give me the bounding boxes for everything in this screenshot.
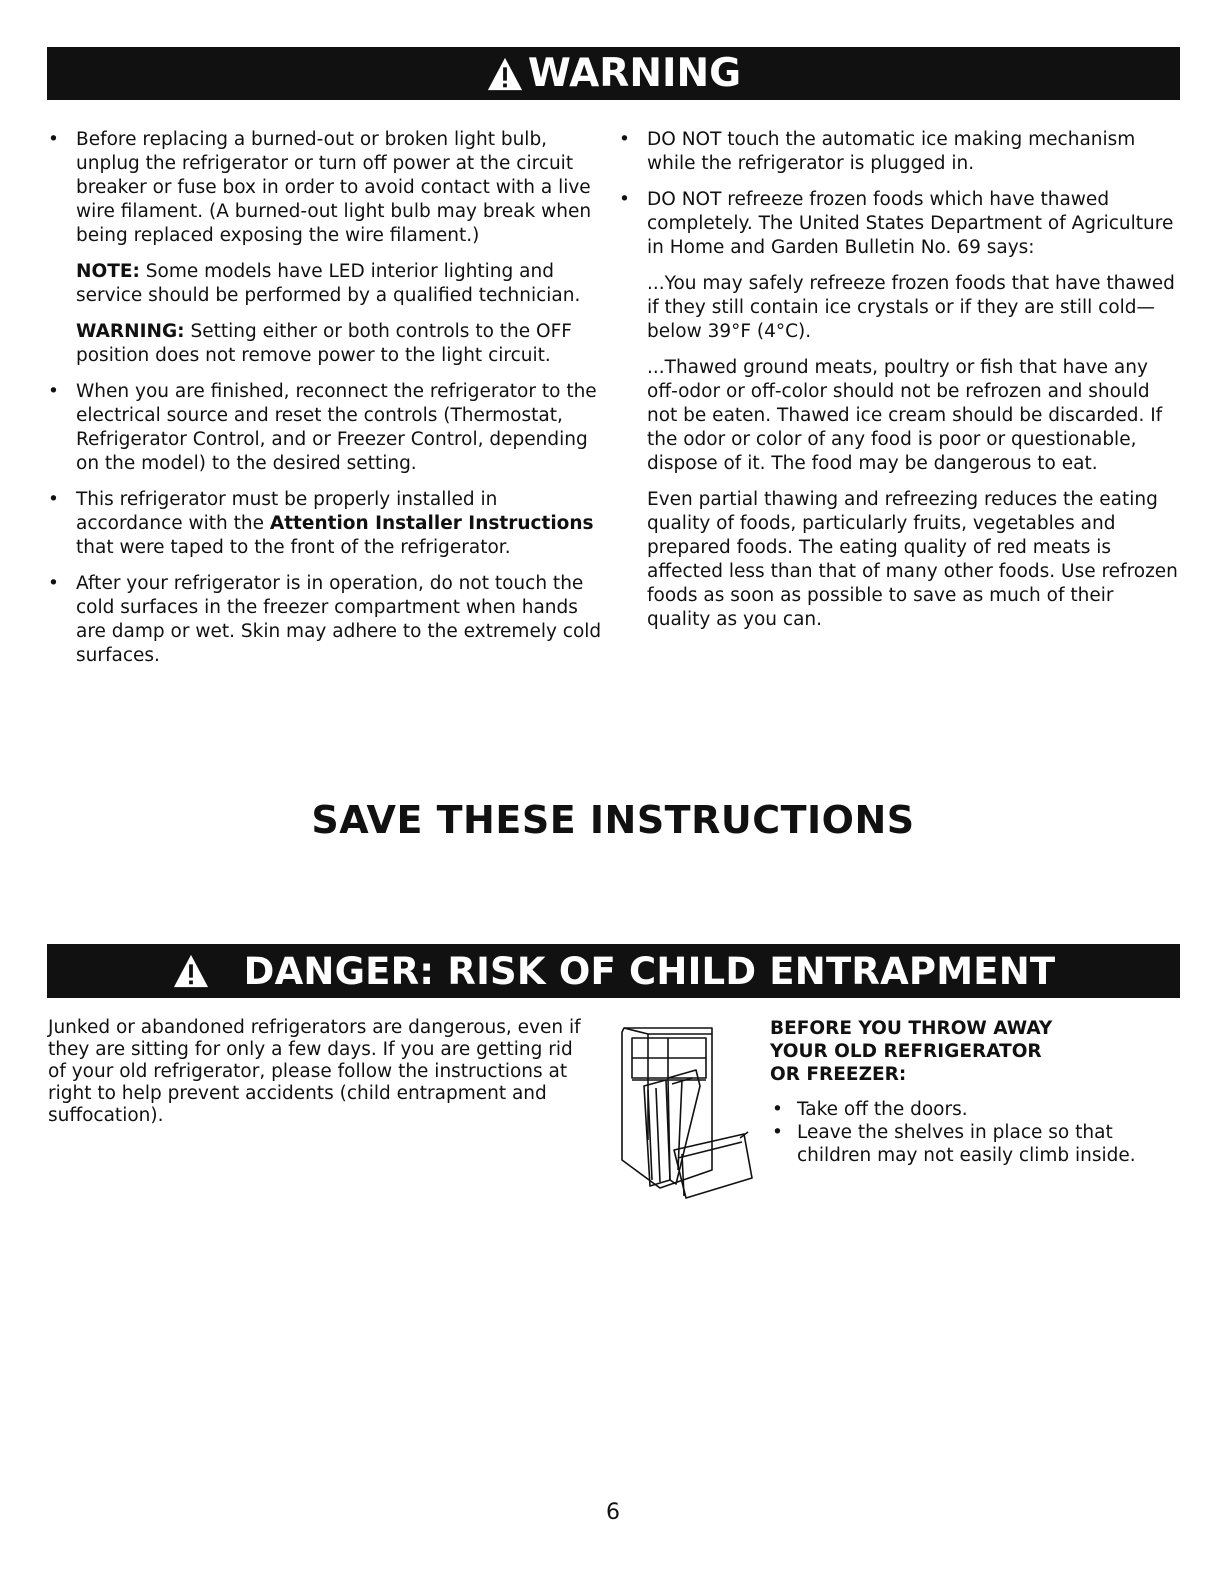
warning-right-column — [619, 128, 1179, 644]
disposal-title-line-3: OR FREEZER: — [770, 1064, 907, 1085]
note-text: Some models have LED interior lighting and service should be performed by a qualified technician. — [76, 261, 581, 306]
installation-instructions-ref: Attention Installer Instructions — [269, 513, 594, 534]
refrigerator-doors-removed-illustration — [612, 1020, 762, 1200]
disposal-bullet-doors: • Take off the doors. — [770, 1098, 1180, 1121]
note-paragraph — [48, 260, 603, 308]
warning-left-column — [48, 128, 603, 680]
usda-quote-1: ...You may safely refreeze frozen foods that have thawed if they still contain ice crystals or if they are still cold—below 39°F (4°C). — [647, 273, 1175, 342]
warning-triangle-icon — [486, 55, 524, 93]
page-number: 6 — [606, 1500, 620, 1525]
installation-text-pre: This refrigerator must be properly installed in accordance with the — [76, 489, 498, 534]
usda-quote-3: Even partial thawing and refreezing reduces the eating quality of foods, particularly fruits, vegetables and prepared foods. The eating quality of red meats is affected less than that of many other foods. Use refrozen foods as soon as possible to save as much of their quality as you can. — [647, 489, 1178, 630]
warning-title: WARNING — [527, 51, 742, 96]
warning-banner — [47, 47, 1180, 100]
save-instructions-heading: SAVE THESE INSTRUCTIONS — [311, 798, 915, 842]
disposal-bullet-shelves: • Leave the shelves in place so that children may not easily climb inside. — [770, 1121, 1180, 1167]
danger-banner — [47, 944, 1180, 998]
disposal-instructions — [770, 1017, 1180, 1167]
disposal-title — [770, 1017, 1180, 1086]
warning-bullet-reconnect: • When you are finished, reconnect the refrigerator to the electrical source and reset the controls (Thermostat, Refrigerator Control, and or Freezer Control, depending on the model) to the desired setting. — [48, 380, 603, 476]
usda-quote-2: ...Thawed ground meats, poultry or fish that have any off-odor or off-color should not be refrozen and should not be eaten. Thawed ice cream should be discarded. If the odor or color of any food is poor or questionable, dispose of it. The food may be dangerous to eat. — [647, 357, 1163, 474]
installation-text-post: that were taped to the front of the refrigerator. — [76, 537, 511, 558]
warning-label: WARNING: — [76, 321, 185, 342]
note-label: NOTE: — [76, 261, 140, 282]
danger-title: DANGER: RISK OF CHILD ENTRAPMENT — [243, 949, 1056, 993]
warning-bullet-installation — [48, 488, 603, 560]
disposal-title-line-2: YOUR OLD REFRIGERATOR — [770, 1041, 1042, 1062]
warning-text: Setting either or both controls to the OFF position does not remove power to the light circuit. — [76, 321, 572, 366]
warning-bullet-cold-surfaces: • After your refrigerator is in operation, do not touch the cold surfaces in the freezer compartment when hands are damp or wet. Skin may adhere to the extremely cold surfaces. — [48, 572, 603, 668]
warning-triangle-icon — [172, 953, 210, 989]
warning-bullet-light-bulb: • Before replacing a burned-out or broken light bulb, unplug the refrigerator or turn off power at the circuit breaker or fuse box in order to avoid contact with a live wire filament. (A burned-out light bulb may break when being replaced exposing the wire filament.) — [48, 128, 603, 248]
disposal-title-line-1: BEFORE YOU THROW AWAY — [770, 1018, 1053, 1039]
danger-paragraph: Junked or abandoned refrigerators are dangerous, even if they are sitting for only a few days. If you are getting rid of your old refrigerator, please follow the instructions at right to help prevent accidents (child entrapment and suffocation). — [48, 1017, 581, 1126]
warning-paragraph — [48, 320, 603, 368]
warning-bullet-refreeze: • DO NOT refreeze frozen foods which have thawed completely. The United States Department of Agriculture in Home and Garden Bulletin No. 69 says: — [619, 188, 1179, 260]
warning-bullet-ice-maker: • DO NOT touch the automatic ice making mechanism while the refrigerator is plugged in. — [619, 128, 1179, 176]
